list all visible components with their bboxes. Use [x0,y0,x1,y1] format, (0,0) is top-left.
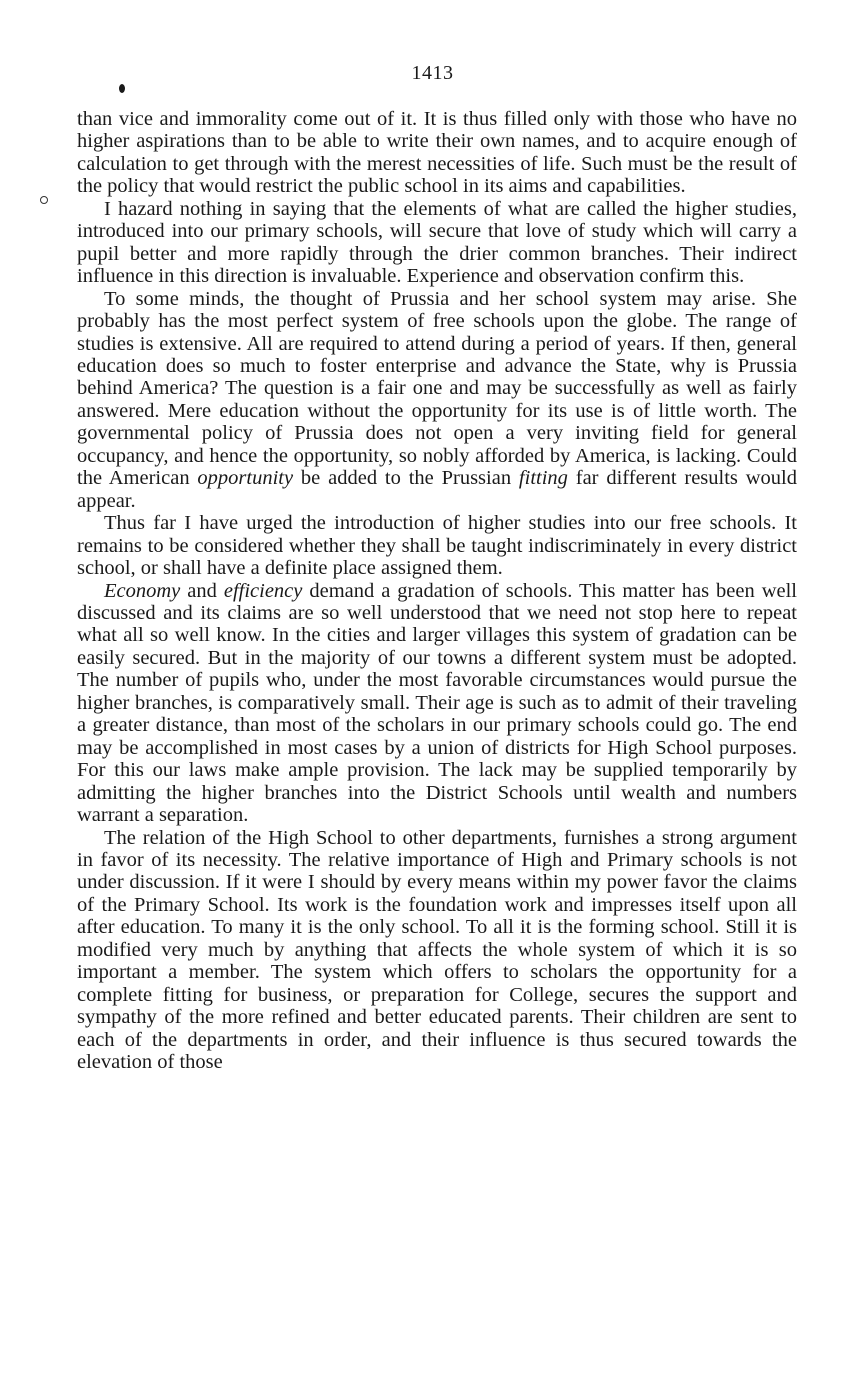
ink-mark [119,84,125,93]
page-number: 1413 [411,62,454,84]
italic-text-segment: Economy [104,579,181,602]
italic-text-segment: opportunity [197,467,294,490]
text-segment: demand a gradation of schools. This matter has been well discussed and its claims are so well understood that we need not stop here to repeat what all so well know. In the cities and larger villages this system of gradation can be easily secured. But in the majority of our towns a different system must be adopted. The number of pupils who, under the most favorable circumstances would pursue the higher branches, is comparatively small. Their age is such as to admit of their traveling a greater distance, than most of the scholars in our primary schools could go. The end may be accomplished in most cases by a union of districts for High School purposes. For this our laws make ample provision. The lack may be supplied temporarily by admitting the higher branches into the District Schools until wealth and numbers warrant a separation. [77,579,797,827]
paragraph [77,827,797,1074]
text-segment: The relation of the High School to other departments, furnishes a strong argument in favor of its necessity. The relative importance of High and Primary schools is not under discussion. If it were I should by every means within my power favor the claims of the Primary School. Its work is the foundation work and impresses itself upon all after education. To many it is the only school. To all it is the forming school. Still it is modified very much by anything that affects the whole system of which it is so important a member. The system which offers to scholars the opportunity for a complete fitting for business, or preparation for College, secures the support and sympathy of the more refined and better educated parents. Their children are sent to each of the departments in order, and their influence is thus secured towards the elevation of those [77,826,797,1074]
text-segment: Thus far I have urged the introduction of higher studies into our free schools. It remains to be considered whether they shall be taught indiscriminately in every district school, or shall have a definite place assigned them. [77,512,797,580]
text-segment: than vice and immorality come out of it. It is thus filled only with those who have no higher aspirations than to be able to write their own names, and to acquire enough of calculation to get through with the merest necessities of life. Such must be the result of the policy that would restrict the public school in its aims and capabilities. [77,108,797,198]
italic-text-segment: efficiency [223,579,303,602]
margin-ink-dot [40,196,48,204]
italic-text-segment: fitting [518,467,568,490]
paragraph [77,288,797,513]
text-segment: and [180,579,224,602]
paragraph [77,198,797,288]
text-segment: be added to the Prussian [293,467,519,490]
body-text [77,108,797,1073]
text-segment: To some minds, the thought of Prussia and her school system may arise. She probably has the most perfect system of free schools upon the globe. The range of studies is extensive. All are required to attend during a period of years. If then, general education does so much to foster enterprise and advance the State, why is Prussia behind America? The question is a fair one and may be successfully as well as fairly answered. Mere education without the opportunity for its use is of little worth. The governmental policy of Prussia does not open a very inviting field for general occupancy, and hence the opportunity, so nobly afforded by America, is lacking. Could the American [77,287,797,490]
text-segment: I hazard nothing in saying that the elements of what are called the higher studies, introduced into our primary schools, will secure that love of study which will carry a pupil better and more rapidly through the drier common branches. Their indirect influence in this direction is invaluable. Experience and observation confirm this. [77,197,797,288]
paragraph [77,512,797,579]
text-segment: far different results would appear. [77,467,797,512]
paragraph [77,580,797,827]
paragraph [77,108,797,198]
